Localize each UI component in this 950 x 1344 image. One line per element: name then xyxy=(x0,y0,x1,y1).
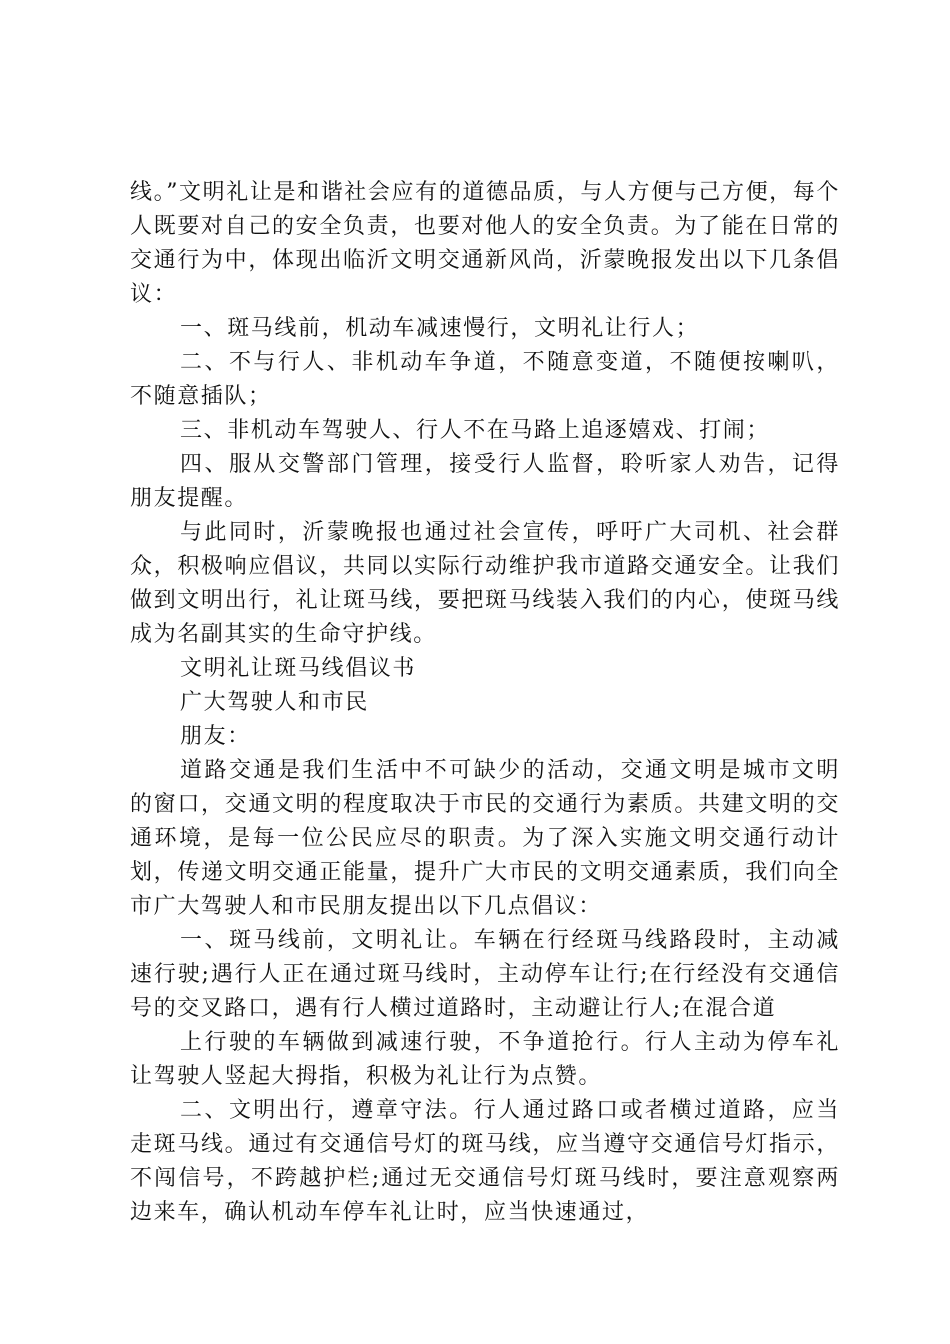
salutation-line-2: 朋友： xyxy=(180,724,251,749)
paragraph-proposal-3: 三、非机动车驾驶人、行人不在马路上追逐嬉戏、打闹； xyxy=(180,418,771,443)
paragraph-proposal-1: 一、斑马线前，机动车减速慢行，文明礼让行人； xyxy=(180,316,700,341)
section-title: 文明礼让斑马线倡议书 xyxy=(180,656,417,681)
document-body xyxy=(130,176,840,1230)
paragraph-appeal: 与此同时，沂蒙晚报也通过社会宣传，呼吁广大司机、社会群众，积极响应倡议，共同以实际行动维护我市道路交通安全。让我们做到文明出行，礼让斑马线，要把斑马线装入我们的内心，使斑马线成为名副其实的生命守护线。 xyxy=(130,520,840,647)
paragraph-item-2: 二、文明出行，遵章守法。行人通过路口或者横过道路，应当走斑马线。通过有交通信号灯的斑马线，应当遵守交通信号灯指示，不闯信号，不跨越护栏;通过无交通信号灯斑马线时，要注意观察两边来车，确认机动车停车礼让时，应当快速通过， xyxy=(130,1098,840,1225)
paragraph-intro: 线。”文明礼让是和谐社会应有的道德品质，与人方便与己方便，每个人既要对自己的安全负责，也要对他人的安全负责。为了能在日常的交通行为中，体现出临沂文明交通新风尚，沂蒙晚报发出以下几条倡议： xyxy=(130,180,840,307)
paragraph-proposal-4: 四、服从交警部门管理，接受行人监督，聆听家人劝告，记得朋友提醒。 xyxy=(130,452,840,511)
salutation-line-1: 广大驾驶人和市民 xyxy=(180,690,369,715)
paragraph-proposal-2: 二、不与行人、非机动车争道，不随意变道，不随便按喇叭，不随意插队； xyxy=(130,350,840,409)
paragraph-preamble: 道路交通是我们生活中不可缺少的活动，交通文明是城市文明的窗口，交通文明的程度取决于市民的交通行为素质。共建文明的交通环境，是每一位公民应尽的职责。为了深入实施文明交通行动计划，传递文明交通正能量，提升广大市民的文明交通素质，我们向全市广大驾驶人和市民朋友提出以下几点倡议： xyxy=(130,758,840,919)
paragraph-item-1-continued: 上行驶的车辆做到减速行驶，不争道抢行。行人主动为停车礼让驾驶人竖起大拇指，积极为礼让行为点赞。 xyxy=(130,1030,840,1089)
paragraph-item-1: 一、斑马线前，文明礼让。车辆在行经斑马线路段时，主动减速行驶;遇行人正在通过斑马线时，主动停车让行;在行经没有交通信号的交叉路口，遇有行人横过道路时，主动避让行人;在混合道 xyxy=(130,928,840,1021)
